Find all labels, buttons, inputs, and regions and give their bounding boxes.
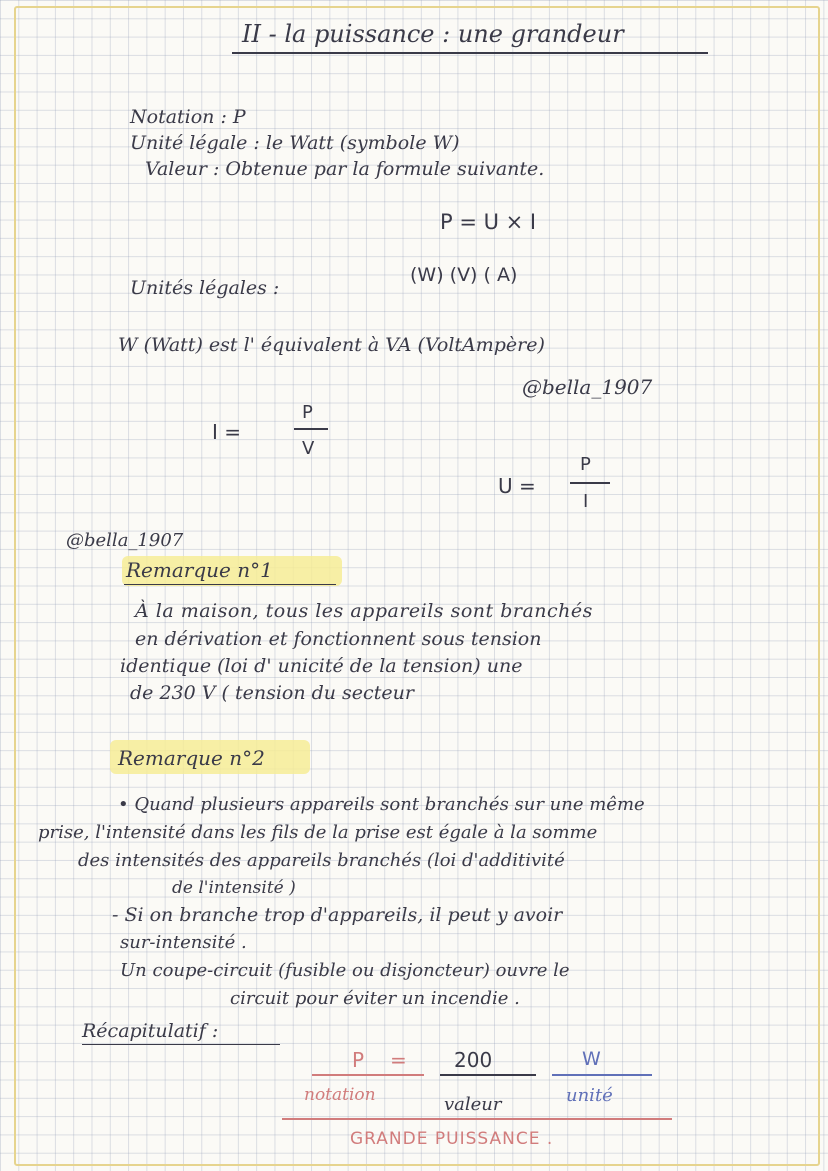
signature-top: @bella_1907 — [522, 375, 653, 399]
recap-title-underline — [82, 1044, 280, 1045]
recap-brace-valeur — [440, 1074, 536, 1076]
remarque2-title: Remarque n°2 — [118, 746, 265, 770]
remarque2-line-4: de l'intensité ) — [172, 878, 296, 898]
recap-big-brace — [282, 1118, 672, 1120]
recap-value: 200 — [454, 1048, 493, 1072]
remarque1-line-4: de 230 V ( tension du secteur — [130, 682, 414, 704]
formula-u-lhs: U = — [498, 474, 536, 498]
recap-title: Récapitulatif : — [82, 1020, 219, 1042]
remarque2-line-8: circuit pour éviter un incendie . — [230, 988, 520, 1009]
formula-u-fraction-bar — [570, 482, 610, 484]
remarque1-title: Remarque n°1 — [126, 558, 273, 582]
recap-p: P — [352, 1048, 365, 1072]
page-title: II - la puissance : une grandeur — [242, 20, 624, 48]
remarque2-line-1: • Quand plusieurs appareils sont branchés sur une même — [118, 794, 645, 815]
recap-brace-notation — [312, 1074, 424, 1076]
remarque1-line-3: identique (loi d' unicité de la tension) une — [120, 655, 523, 677]
main-formula: P = U × I — [440, 210, 537, 234]
recap-unit: W — [582, 1048, 601, 1070]
watt-equivalence: W (Watt) est l' équivalent à VA (VoltAmpère) — [118, 334, 545, 356]
signature-bottom: @bella_1907 — [66, 530, 184, 551]
remarque1-line-2: en dérivation et fonctionnent sous tension — [135, 628, 542, 650]
remarque1-underline — [124, 584, 336, 585]
formula-i-numerator: P — [302, 402, 313, 423]
recap-valeur-label: valeur — [444, 1094, 502, 1115]
units-values: (W) (V) ( A) — [410, 264, 518, 286]
recap-brace-unite — [552, 1074, 652, 1076]
recap-unite-label: unité — [566, 1085, 613, 1106]
recap-notation-label: notation — [304, 1085, 376, 1105]
remarque1-line-1: À la maison, tous les appareils sont branchés — [135, 600, 593, 622]
formula-i-lhs: I = — [212, 420, 242, 444]
formula-i-denominator: V — [302, 438, 315, 459]
recap-footer: GRANDE PUISSANCE . — [350, 1129, 554, 1149]
remarque2-line-7: Un coupe-circuit (fusible ou disjoncteur) ouvre le — [120, 960, 570, 981]
formula-u-numerator: P — [580, 454, 591, 475]
remarque2-line-5: - Si on branche trop d'appareils, il peut y avoir — [112, 904, 563, 926]
notation-line: Notation : P — [130, 106, 246, 128]
remarque2-line-2: prise, l'intensité dans les fils de la prise est égale à la somme — [38, 822, 598, 843]
formula-i-fraction-bar — [294, 428, 328, 430]
unite-legale-line: Unité légale : le Watt (symbole W) — [130, 132, 460, 154]
remarque2-line-6: sur-intensité . — [120, 932, 247, 953]
title-underline — [232, 52, 708, 54]
units-label: Unités légales : — [130, 277, 280, 299]
recap-equals: = — [390, 1048, 407, 1072]
valeur-line: Valeur : Obtenue par la formule suivante. — [145, 158, 545, 180]
formula-u-denominator: I — [583, 491, 589, 512]
remarque2-line-3: des intensités des appareils branchés (loi d'additivité — [78, 850, 565, 871]
